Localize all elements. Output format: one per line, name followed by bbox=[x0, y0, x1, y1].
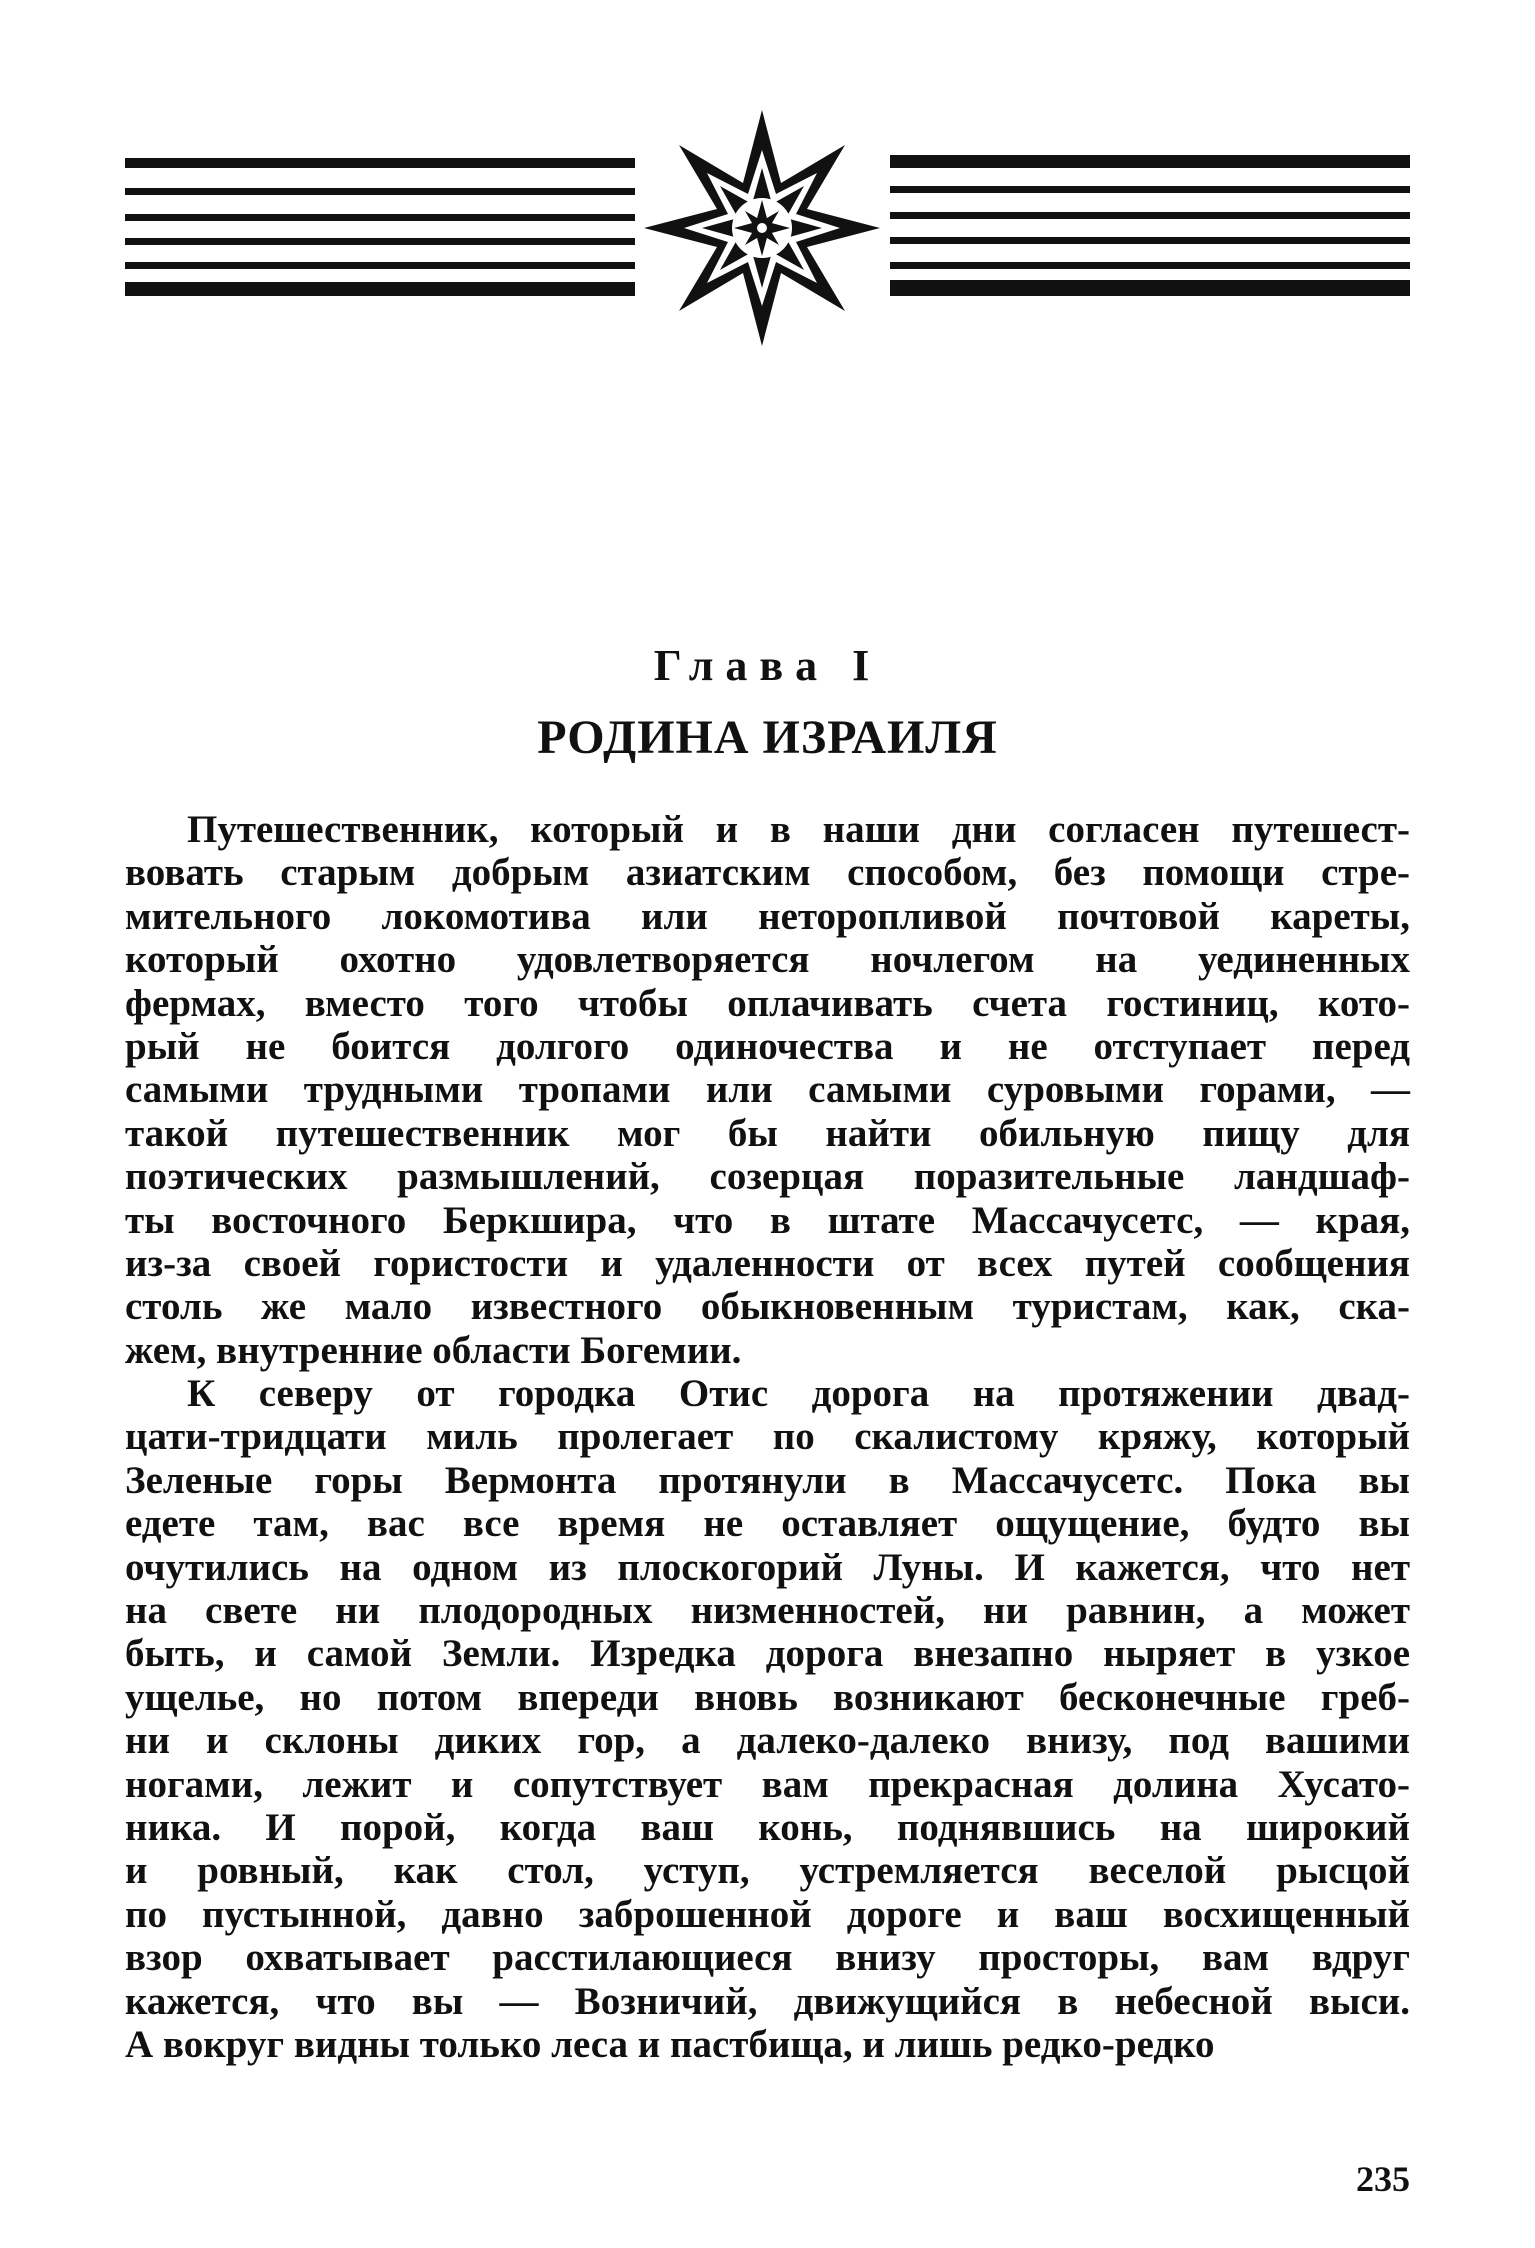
text-line: взор охватывает расстилающиеся внизу просторы, вам вдруг bbox=[125, 1936, 1410, 1980]
text-line: поэтических размышлений, созерцая поразительные ландшаф- bbox=[125, 1155, 1410, 1199]
text-line: на свете ни плодородных низменностей, ни равнин, а может bbox=[125, 1589, 1410, 1633]
star-rosette-icon bbox=[644, 110, 880, 346]
body-text bbox=[125, 808, 1410, 2066]
text-line: и ровный, как стол, уступ, устремляется веселой рысцой bbox=[125, 1849, 1410, 1893]
text-line: ущелье, но потом впереди вновь возникают бесконечные греб- bbox=[125, 1675, 1410, 1719]
text-line: по пустынной, давно заброшенной дороге и ваш восхищенный bbox=[125, 1892, 1410, 1936]
text-line: кажется, что вы — Возничий, движущийся в небесной выси. bbox=[125, 1979, 1410, 2023]
right-rule-lines bbox=[890, 155, 1410, 296]
text-line: ты восточного Беркшира, что в штате Массачусетс, — края, bbox=[125, 1198, 1410, 1242]
text-line: К северу от городка Отис дорога на протяжении двад- bbox=[187, 1372, 1410, 1416]
text-line: вовать старым добрым азиатским способом, без помощи стре- bbox=[125, 851, 1410, 895]
text-line: очутились на одном из плоскогорий Луны. И кажется, что нет bbox=[125, 1545, 1410, 1589]
text-line: из-за своей гористости и удаленности от всех путей сообщения bbox=[125, 1241, 1410, 1285]
text-line: мительного локомотива или неторопливой почтовой кареты, bbox=[125, 894, 1410, 938]
paragraph bbox=[125, 1372, 1410, 2066]
text-line: фермах, вместо того чтобы оплачивать счета гостиниц, кото- bbox=[125, 981, 1410, 1025]
page-number: 235 bbox=[1356, 2159, 1410, 2199]
left-rule-lines bbox=[125, 158, 635, 296]
chapter-label: Глава I bbox=[653, 641, 882, 690]
text-line: такой путешественник мог бы найти обильную пищу для bbox=[125, 1111, 1410, 1155]
text-line: цати-тридцати миль пролегает по скалистому кряжу, который bbox=[125, 1415, 1410, 1459]
paragraph bbox=[125, 808, 1410, 1372]
text-line: жем, внутренние области Богемии. bbox=[125, 1328, 742, 1372]
text-line: Путешественник, который и в наши дни согласен путешест- bbox=[187, 808, 1410, 851]
chapter-title: РОДИНА ИЗРАИЛЯ bbox=[537, 711, 998, 764]
text-line: Зеленые горы Вермонта протянули в Массачусетс. Пока вы bbox=[125, 1458, 1410, 1502]
text-line: ника. И порой, когда ваш конь, поднявшись на широкий bbox=[125, 1805, 1410, 1849]
text-line: едете там, вас все время не оставляет ощущение, будто вы bbox=[125, 1502, 1410, 1546]
text-line: столь же мало известного обыкновенным туристам, как, ска- bbox=[125, 1285, 1410, 1329]
text-line: ногами, лежит и сопутствует вам прекрасная долина Хусато- bbox=[125, 1762, 1410, 1806]
text-line: самыми трудными тропами или самыми суровыми горами, — bbox=[125, 1068, 1410, 1112]
text-line: рый не боится долгого одиночества и не отступает перед bbox=[125, 1024, 1410, 1068]
text-line: который охотно удовлетворяется ночлегом на уединенных bbox=[125, 938, 1410, 982]
text-line: быть, и самой Земли. Изредка дорога внезапно ныряет в узкое bbox=[125, 1632, 1410, 1676]
chapter-ornament bbox=[125, 110, 1410, 350]
text-line: ни и склоны диких гор, а далеко-далеко внизу, под вашими bbox=[125, 1719, 1410, 1763]
text-line: А вокруг видны только леса и пастбища, и лишь редко-редко bbox=[125, 2022, 1215, 2066]
